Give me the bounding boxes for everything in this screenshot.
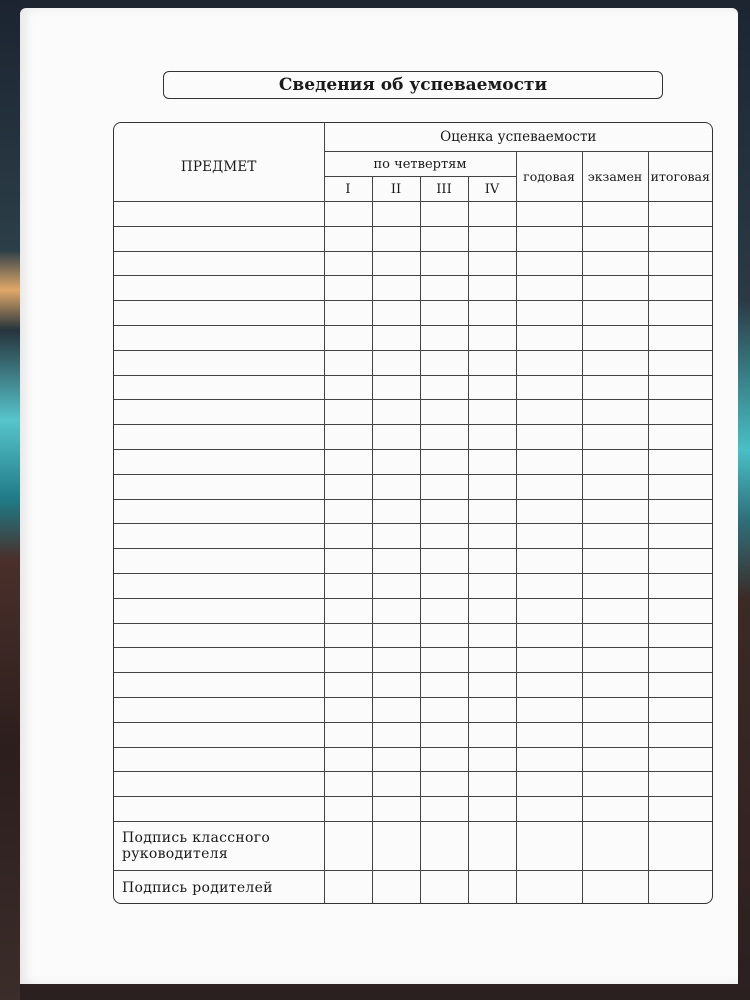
quarter-4-cell[interactable]: [468, 524, 516, 549]
diary-page: [20, 8, 738, 984]
signature-cell[interactable]: [648, 870, 712, 904]
subject-cell[interactable]: [114, 449, 324, 474]
quarter-3-cell[interactable]: [420, 747, 468, 772]
quarter-1-cell[interactable]: [324, 202, 372, 227]
exam-grade-cell[interactable]: [582, 325, 648, 350]
subject-cell[interactable]: [114, 573, 324, 598]
quarter-1-cell[interactable]: [324, 499, 372, 524]
signature-cell[interactable]: [420, 870, 468, 904]
quarter-3-cell[interactable]: [420, 722, 468, 747]
signature-cell[interactable]: [372, 870, 420, 904]
subject-cell[interactable]: [114, 425, 324, 450]
subject-cell[interactable]: [114, 623, 324, 648]
grade-header: Оценка успеваемости: [324, 123, 712, 152]
quarter-2-cell[interactable]: [372, 697, 420, 722]
exam-grade-cell[interactable]: [582, 549, 648, 574]
quarter-3-cell[interactable]: [420, 276, 468, 301]
exam-grade-cell[interactable]: [582, 251, 648, 276]
quarter-1-cell[interactable]: [324, 301, 372, 326]
quarter-4-cell[interactable]: [468, 747, 516, 772]
table-row: [114, 623, 712, 648]
exam-grade-cell[interactable]: [582, 425, 648, 450]
book-cover-edge: [0, 0, 20, 1000]
parents-signature-label: Подпись родителей: [114, 870, 324, 904]
quarter-4-cell[interactable]: [468, 722, 516, 747]
exam-grade-cell[interactable]: [582, 301, 648, 326]
signature-cell[interactable]: [516, 870, 582, 904]
signature-cell[interactable]: [516, 821, 582, 870]
table-row: [114, 226, 712, 251]
quarter-2-cell[interactable]: [372, 325, 420, 350]
exam-grade-cell[interactable]: [582, 474, 648, 499]
annual-grade-cell[interactable]: [516, 350, 582, 375]
annual-grade-cell[interactable]: [516, 301, 582, 326]
quarter-1-cell[interactable]: [324, 648, 372, 673]
exam-grade-cell[interactable]: [582, 202, 648, 227]
subject-cell[interactable]: [114, 722, 324, 747]
signature-cell[interactable]: [324, 870, 372, 904]
final-grade-cell[interactable]: [648, 524, 712, 549]
quarter-3-cell[interactable]: [420, 697, 468, 722]
quarter-3-header: III: [420, 177, 468, 202]
final-grade-cell[interactable]: [648, 499, 712, 524]
annual-grade-cell[interactable]: [516, 722, 582, 747]
signature-cell[interactable]: [372, 821, 420, 870]
exam-grade-cell[interactable]: [582, 573, 648, 598]
annual-grade-cell[interactable]: [516, 251, 582, 276]
exam-grade-cell[interactable]: [582, 648, 648, 673]
quarter-2-cell[interactable]: [372, 573, 420, 598]
quarter-2-cell[interactable]: [372, 772, 420, 797]
annual-grade-cell[interactable]: [516, 375, 582, 400]
quarter-4-cell[interactable]: [468, 648, 516, 673]
subject-cell[interactable]: [114, 202, 324, 227]
table-row: [114, 673, 712, 698]
final-grade-cell[interactable]: [648, 425, 712, 450]
table-row: [114, 524, 712, 549]
quarter-3-cell[interactable]: [420, 449, 468, 474]
final-grade-cell[interactable]: [648, 673, 712, 698]
annual-header: годовая: [516, 152, 582, 202]
quarter-4-cell[interactable]: [468, 623, 516, 648]
quarter-2-header: II: [372, 177, 420, 202]
quarter-3-cell[interactable]: [420, 673, 468, 698]
table-row: [114, 202, 712, 227]
quarter-1-cell[interactable]: [324, 673, 372, 698]
quarter-2-cell[interactable]: [372, 474, 420, 499]
exam-grade-cell[interactable]: [582, 350, 648, 375]
quarter-3-cell[interactable]: [420, 350, 468, 375]
table-row: [114, 350, 712, 375]
quarter-3-cell[interactable]: [420, 598, 468, 623]
quarter-1-cell[interactable]: [324, 797, 372, 822]
subject-cell[interactable]: [114, 797, 324, 822]
quarter-3-cell[interactable]: [420, 301, 468, 326]
subject-cell[interactable]: [114, 673, 324, 698]
annual-grade-cell[interactable]: [516, 623, 582, 648]
quarter-3-cell[interactable]: [420, 549, 468, 574]
subject-cell[interactable]: [114, 598, 324, 623]
annual-grade-cell[interactable]: [516, 202, 582, 227]
table-row: [114, 375, 712, 400]
exam-grade-cell[interactable]: [582, 673, 648, 698]
signature-cell[interactable]: [468, 870, 516, 904]
quarter-2-cell[interactable]: [372, 251, 420, 276]
quarter-4-cell[interactable]: [468, 325, 516, 350]
quarter-3-cell[interactable]: [420, 226, 468, 251]
quarter-4-cell[interactable]: [468, 449, 516, 474]
exam-grade-cell[interactable]: [582, 697, 648, 722]
quarter-4-cell[interactable]: [468, 301, 516, 326]
subject-cell[interactable]: [114, 549, 324, 574]
quarter-4-cell[interactable]: [468, 202, 516, 227]
signature-cell[interactable]: [582, 821, 648, 870]
annual-grade-cell[interactable]: [516, 524, 582, 549]
subject-header: ПРЕДМЕТ: [114, 123, 324, 202]
quarter-2-cell[interactable]: [372, 350, 420, 375]
final-grade-cell[interactable]: [648, 400, 712, 425]
quarter-2-cell[interactable]: [372, 747, 420, 772]
grades-table-frame: [113, 122, 713, 904]
quarter-1-header: I: [324, 177, 372, 202]
table-row: [114, 648, 712, 673]
subject-cell[interactable]: [114, 499, 324, 524]
final-grade-cell[interactable]: [648, 722, 712, 747]
final-grade-cell[interactable]: [648, 449, 712, 474]
final-header: итоговая: [648, 152, 712, 202]
table-row: [114, 425, 712, 450]
quarter-4-cell[interactable]: [468, 673, 516, 698]
quarter-2-cell[interactable]: [372, 549, 420, 574]
quarter-3-cell[interactable]: [420, 251, 468, 276]
subject-cell[interactable]: [114, 747, 324, 772]
exam-grade-cell[interactable]: [582, 747, 648, 772]
annual-grade-cell[interactable]: [516, 499, 582, 524]
table-row: [114, 573, 712, 598]
quarter-3-cell[interactable]: [420, 524, 468, 549]
quarter-4-cell[interactable]: [468, 598, 516, 623]
page-title: Сведения об успеваемости: [163, 71, 663, 99]
quarter-3-cell[interactable]: [420, 648, 468, 673]
quarter-1-cell[interactable]: [324, 251, 372, 276]
signature-cell[interactable]: [324, 821, 372, 870]
exam-grade-cell[interactable]: [582, 226, 648, 251]
quarter-1-cell[interactable]: [324, 524, 372, 549]
final-grade-cell[interactable]: [648, 549, 712, 574]
quarter-2-cell[interactable]: [372, 400, 420, 425]
annual-grade-cell[interactable]: [516, 598, 582, 623]
subject-cell[interactable]: [114, 251, 324, 276]
subject-cell[interactable]: [114, 648, 324, 673]
class-teacher-signature-label: Подпись классного руководителя: [114, 821, 324, 870]
annual-grade-cell[interactable]: [516, 425, 582, 450]
quarter-2-cell[interactable]: [372, 375, 420, 400]
quarters-header: по четвертям: [324, 152, 516, 177]
annual-grade-cell[interactable]: [516, 673, 582, 698]
quarter-4-cell[interactable]: [468, 772, 516, 797]
quarter-2-cell[interactable]: [372, 598, 420, 623]
signature-cell[interactable]: [582, 870, 648, 904]
annual-grade-cell[interactable]: [516, 325, 582, 350]
quarter-2-cell[interactable]: [372, 425, 420, 450]
final-grade-cell[interactable]: [648, 251, 712, 276]
quarter-4-cell[interactable]: [468, 425, 516, 450]
quarter-3-cell[interactable]: [420, 425, 468, 450]
quarter-1-cell[interactable]: [324, 226, 372, 251]
signature-cell[interactable]: [648, 821, 712, 870]
annual-grade-cell[interactable]: [516, 697, 582, 722]
quarter-3-cell[interactable]: [420, 474, 468, 499]
quarter-2-cell[interactable]: [372, 499, 420, 524]
exam-grade-cell[interactable]: [582, 722, 648, 747]
final-grade-cell[interactable]: [648, 276, 712, 301]
quarter-1-cell[interactable]: [324, 549, 372, 574]
subject-cell[interactable]: [114, 697, 324, 722]
quarter-3-cell[interactable]: [420, 623, 468, 648]
table-row: [114, 722, 712, 747]
quarter-1-cell[interactable]: [324, 573, 372, 598]
quarter-2-cell[interactable]: [372, 524, 420, 549]
exam-grade-cell[interactable]: [582, 772, 648, 797]
table-row: [114, 251, 712, 276]
annual-grade-cell[interactable]: [516, 474, 582, 499]
quarter-4-cell[interactable]: [468, 251, 516, 276]
annual-grade-cell[interactable]: [516, 549, 582, 574]
final-grade-cell[interactable]: [648, 301, 712, 326]
exam-header: экзамен: [582, 152, 648, 202]
table-row: [114, 400, 712, 425]
quarter-1-cell[interactable]: [324, 474, 372, 499]
quarter-2-cell[interactable]: [372, 276, 420, 301]
subject-cell[interactable]: [114, 400, 324, 425]
quarter-3-cell[interactable]: [420, 375, 468, 400]
final-grade-cell[interactable]: [648, 350, 712, 375]
quarter-4-cell[interactable]: [468, 350, 516, 375]
quarter-4-cell[interactable]: [468, 549, 516, 574]
quarter-2-cell[interactable]: [372, 648, 420, 673]
quarter-4-cell[interactable]: [468, 375, 516, 400]
subject-cell[interactable]: [114, 276, 324, 301]
table-row: [114, 772, 712, 797]
annual-grade-cell[interactable]: [516, 400, 582, 425]
exam-grade-cell[interactable]: [582, 499, 648, 524]
quarter-2-cell[interactable]: [372, 673, 420, 698]
annual-grade-cell[interactable]: [516, 747, 582, 772]
quarter-2-cell[interactable]: [372, 797, 420, 822]
quarter-3-cell[interactable]: [420, 797, 468, 822]
quarter-4-cell[interactable]: [468, 499, 516, 524]
quarter-2-cell[interactable]: [372, 226, 420, 251]
signature-cell[interactable]: [468, 821, 516, 870]
grades-table: [114, 123, 712, 904]
table-row: [114, 598, 712, 623]
final-grade-cell[interactable]: [648, 772, 712, 797]
quarter-4-cell[interactable]: [468, 797, 516, 822]
annual-grade-cell[interactable]: [516, 772, 582, 797]
table-row: [114, 449, 712, 474]
exam-grade-cell[interactable]: [582, 449, 648, 474]
final-grade-cell[interactable]: [648, 325, 712, 350]
exam-grade-cell[interactable]: [582, 598, 648, 623]
quarter-4-cell[interactable]: [468, 226, 516, 251]
quarter-3-cell[interactable]: [420, 573, 468, 598]
quarter-2-cell[interactable]: [372, 722, 420, 747]
final-grade-cell[interactable]: [648, 375, 712, 400]
subject-cell[interactable]: [114, 226, 324, 251]
final-grade-cell[interactable]: [648, 598, 712, 623]
final-grade-cell[interactable]: [648, 474, 712, 499]
quarter-3-cell[interactable]: [420, 772, 468, 797]
quarter-3-cell[interactable]: [420, 202, 468, 227]
table-row: [114, 697, 712, 722]
quarter-1-cell[interactable]: [324, 325, 372, 350]
annual-grade-cell[interactable]: [516, 648, 582, 673]
exam-grade-cell[interactable]: [582, 524, 648, 549]
quarter-1-cell[interactable]: [324, 598, 372, 623]
quarter-4-cell[interactable]: [468, 400, 516, 425]
table-row: [114, 747, 712, 772]
final-grade-cell[interactable]: [648, 797, 712, 822]
final-grade-cell[interactable]: [648, 573, 712, 598]
quarter-1-cell[interactable]: [324, 722, 372, 747]
quarter-3-cell[interactable]: [420, 325, 468, 350]
exam-grade-cell[interactable]: [582, 797, 648, 822]
quarter-1-cell[interactable]: [324, 449, 372, 474]
final-grade-cell[interactable]: [648, 648, 712, 673]
quarter-2-cell[interactable]: [372, 202, 420, 227]
signature-cell[interactable]: [420, 821, 468, 870]
exam-grade-cell[interactable]: [582, 375, 648, 400]
final-grade-cell[interactable]: [648, 226, 712, 251]
exam-grade-cell[interactable]: [582, 623, 648, 648]
table-row: [114, 499, 712, 524]
exam-grade-cell[interactable]: [582, 400, 648, 425]
quarter-1-cell[interactable]: [324, 425, 372, 450]
quarter-1-cell[interactable]: [324, 375, 372, 400]
table-row: [114, 474, 712, 499]
subject-cell[interactable]: [114, 301, 324, 326]
quarter-1-cell[interactable]: [324, 697, 372, 722]
subject-cell[interactable]: [114, 772, 324, 797]
quarter-4-cell[interactable]: [468, 276, 516, 301]
subject-cell[interactable]: [114, 524, 324, 549]
quarter-1-cell[interactable]: [324, 350, 372, 375]
annual-grade-cell[interactable]: [516, 226, 582, 251]
quarter-2-cell[interactable]: [372, 623, 420, 648]
annual-grade-cell[interactable]: [516, 276, 582, 301]
table-row: [114, 301, 712, 326]
annual-grade-cell[interactable]: [516, 573, 582, 598]
subject-cell[interactable]: [114, 474, 324, 499]
quarter-4-header: IV: [468, 177, 516, 202]
quarter-1-cell[interactable]: [324, 276, 372, 301]
annual-grade-cell[interactable]: [516, 797, 582, 822]
table-row: [114, 797, 712, 822]
quarter-2-cell[interactable]: [372, 301, 420, 326]
table-row: [114, 276, 712, 301]
quarter-4-cell[interactable]: [468, 474, 516, 499]
quarter-4-cell[interactable]: [468, 697, 516, 722]
subject-cell[interactable]: [114, 375, 324, 400]
final-grade-cell[interactable]: [648, 623, 712, 648]
quarter-1-cell[interactable]: [324, 747, 372, 772]
quarter-1-cell[interactable]: [324, 623, 372, 648]
quarter-4-cell[interactable]: [468, 573, 516, 598]
final-grade-cell[interactable]: [648, 202, 712, 227]
annual-grade-cell[interactable]: [516, 449, 582, 474]
subject-cell[interactable]: [114, 325, 324, 350]
quarter-3-cell[interactable]: [420, 400, 468, 425]
subject-cell[interactable]: [114, 350, 324, 375]
final-grade-cell[interactable]: [648, 747, 712, 772]
quarter-1-cell[interactable]: [324, 772, 372, 797]
quarter-1-cell[interactable]: [324, 400, 372, 425]
quarter-2-cell[interactable]: [372, 449, 420, 474]
table-row: [114, 325, 712, 350]
final-grade-cell[interactable]: [648, 697, 712, 722]
table-row: [114, 549, 712, 574]
quarter-3-cell[interactable]: [420, 499, 468, 524]
exam-grade-cell[interactable]: [582, 276, 648, 301]
